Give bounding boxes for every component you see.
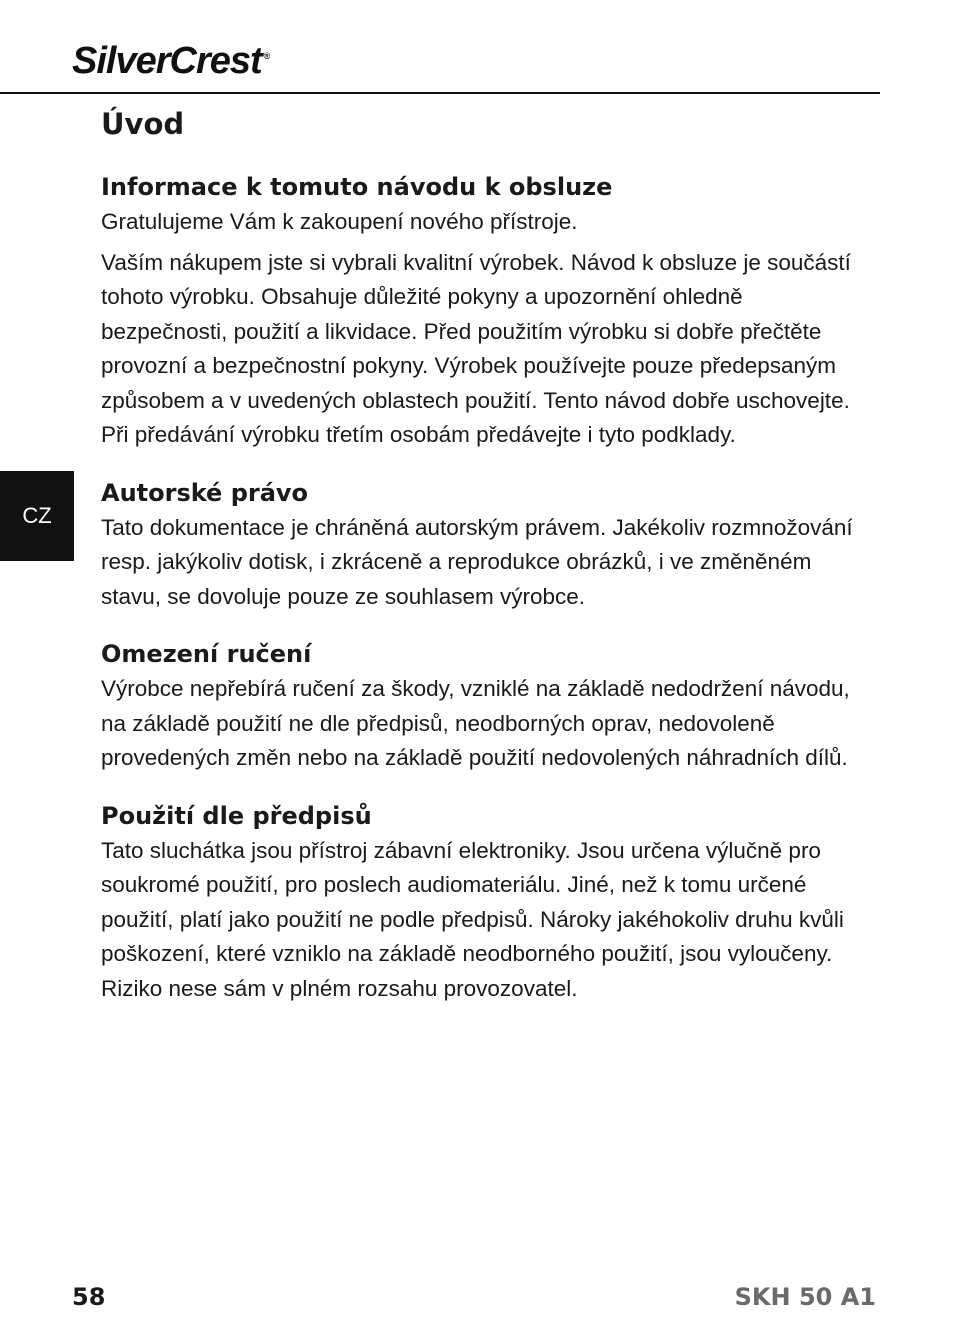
language-code: CZ <box>22 503 52 528</box>
header-rule <box>0 92 880 94</box>
silvercrest-logo <box>72 40 269 83</box>
section-paragraph: Tato sluchátka jsou přístroj zábavní elektroniky. Jsou určena výlučně pro soukromé použití, pro poslech audiomateriálu. Jiné, než k tomu určené použití, platí jako použití ne podle předpisů. Nároky jakéhokoliv druhu kvůli poškození, které vzniklo na základě neodborného použití, jsou vyloučeny. Riziko nese sám v plném rozsahu provozovatel. <box>101 837 844 1001</box>
section-heading: Autorské právo <box>101 478 309 507</box>
section-intended-use <box>101 798 861 1007</box>
page-content <box>101 104 861 1006</box>
section-manual-info <box>101 169 861 453</box>
section-paragraph: Vaším nákupem jste si vybrali kvalitní výrobek. Návod k obsluze je součástí tohoto výrobku. Obsahuje důležité pokyny a upozornění ohledně bezpečnosti, použití a likvidace. Před použitím výrobku si dobře přečtěte provozní a bezpečnostní pokyny. Výrobek používejte pouze předepsaným způsobem a v uvedených oblastech použití. Tento návod dobře uschovejte. Při předávání výrobku třetím osobám předávejte i tyto podklady. <box>101 249 851 447</box>
registered-mark: ® <box>263 51 270 62</box>
section-heading: Omezení ručení <box>101 640 312 668</box>
language-tab <box>0 471 74 561</box>
model-number: SKH 50 A1 <box>734 1283 876 1311</box>
page-number: 58 <box>72 1283 106 1311</box>
section-paragraph: Výrobce nepřebírá ručení za škody, vzniklé na základě nedodržení návodu, na základě použití ne dle předpisů, neodborných oprav, nedovoleně provedených změn nebo na základě použití nedovolených náhradních dílů. <box>101 676 850 770</box>
section-copyright <box>101 475 861 615</box>
section-liability <box>101 636 861 776</box>
page-title: Úvod <box>101 107 185 141</box>
section-heading: Informace k tomuto návodu k obsluze <box>101 173 613 201</box>
section-heading: Použití dle předpisů <box>101 801 372 830</box>
brand-name: SilverCrest <box>72 40 262 82</box>
section-paragraph: Gratulujeme Vám k zakoupení nového přístroje. <box>101 209 578 234</box>
section-paragraph: Tato dokumentace je chráněná autorským právem. Jakékoliv rozmnožování resp. jakýkoliv dotisk, i zkráceně a reprodukce obrázků, i ve změněném stavu, se dovoluje pouze ze souhlasem výrobce. <box>101 514 853 609</box>
